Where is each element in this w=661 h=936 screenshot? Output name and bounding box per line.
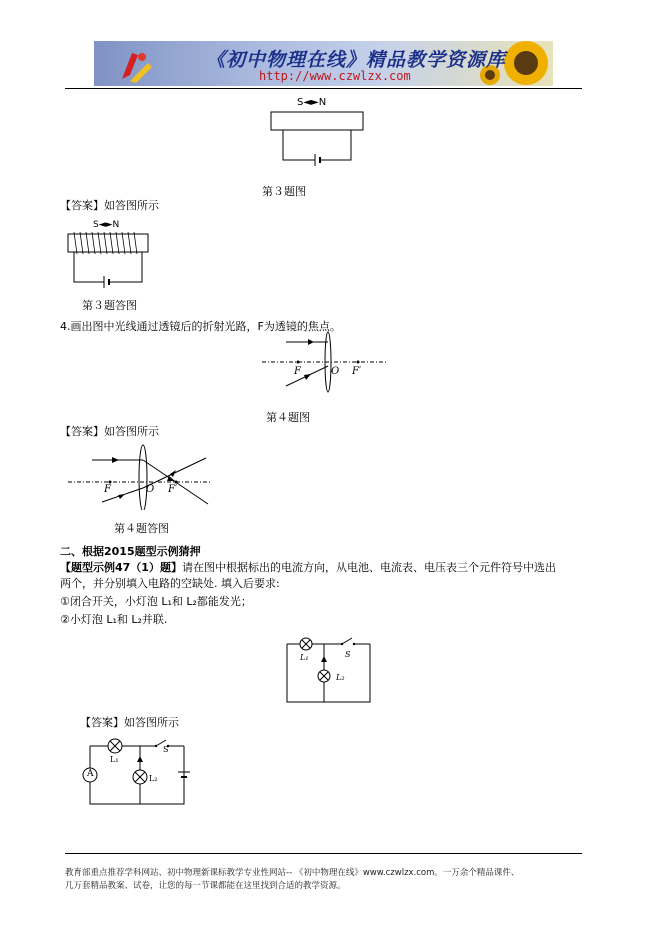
q3-answer-caption: 第３题答图 (82, 299, 137, 312)
section2-answer: 【答案】如答图所示 (80, 716, 179, 729)
section2-heading: 二、根据2015题型示例猜押 (60, 545, 201, 558)
circuit-answer-figure (80, 734, 192, 808)
circuit-label-l1: L₁ (300, 653, 309, 662)
banner-url: http://www.czwlzx.com (259, 69, 411, 83)
q3-answer-magnet-label: S◄►N (93, 220, 120, 230)
q4-answer-caption: 第４题答图 (114, 522, 169, 535)
q4-label-f: F (294, 366, 301, 377)
q4-answer-label-f2: F′ (168, 484, 178, 495)
q4-caption: 第４题图 (266, 411, 310, 424)
circuit-label-s: S (345, 650, 351, 659)
section2-example-line2: 两个，并分别填入电路的空缺处. 填入后要求: (60, 577, 280, 590)
circuit-answer-label-l2: L₂ (149, 774, 158, 783)
circuit-answer-label-s: S (163, 745, 169, 754)
q4-answer: 【答案】如答图所示 (60, 425, 159, 438)
q3-answer: 【答案】如答图所示 (60, 199, 159, 212)
footer-line2: 几万套精品教案、试卷，让您的每一节课都能在这里找到合适的教学资源。 (65, 881, 346, 891)
circuit-answer-label-l1: L₁ (110, 755, 119, 764)
q3-magnet-label: S◄►N (297, 97, 327, 108)
q4-answer-label-f: F (104, 484, 111, 495)
banner-title: 《初中物理在线》精品教学资源库 (206, 49, 507, 71)
q4-label-f2: F′ (352, 366, 362, 377)
footer-line1: 教育部重点推荐学科网站、初中物理新课标教学专业性网站-- 《初中物理在线》www.czwlzx.com。一万余个精品课件、 (65, 868, 520, 878)
section2-req2: ②小灯泡 L₁和 L₂并联. (60, 613, 168, 626)
q4-answer-label-o: O (146, 484, 155, 495)
header-banner (94, 41, 553, 86)
circuit-answer-label-a: A (87, 769, 94, 779)
circuit-figure (282, 632, 378, 704)
q4-label-o: O (331, 366, 340, 377)
q3-caption: 第３题图 (262, 185, 306, 198)
section2-example-tag: 【题型示例47（1）题】 (60, 561, 182, 574)
section2-example-text: 请在图中根据标出的电流方向，从电池、电流表、电压表三个元件符号中选出 (181, 561, 556, 574)
q4-answer-figure (66, 440, 216, 510)
q4-prompt: 4.画出图中光线通过透镜后的折射光路，F为透镜的焦点。 (60, 320, 341, 333)
section2-example-line1 (60, 559, 556, 575)
header-rule (65, 88, 582, 89)
q4-figure (258, 330, 393, 400)
section2-req1: ①闭合开关，小灯泡 L₁和 L₂都能发光； (60, 595, 252, 608)
circuit-label-l2: L₂ (336, 673, 345, 682)
footer-rule (65, 853, 582, 854)
